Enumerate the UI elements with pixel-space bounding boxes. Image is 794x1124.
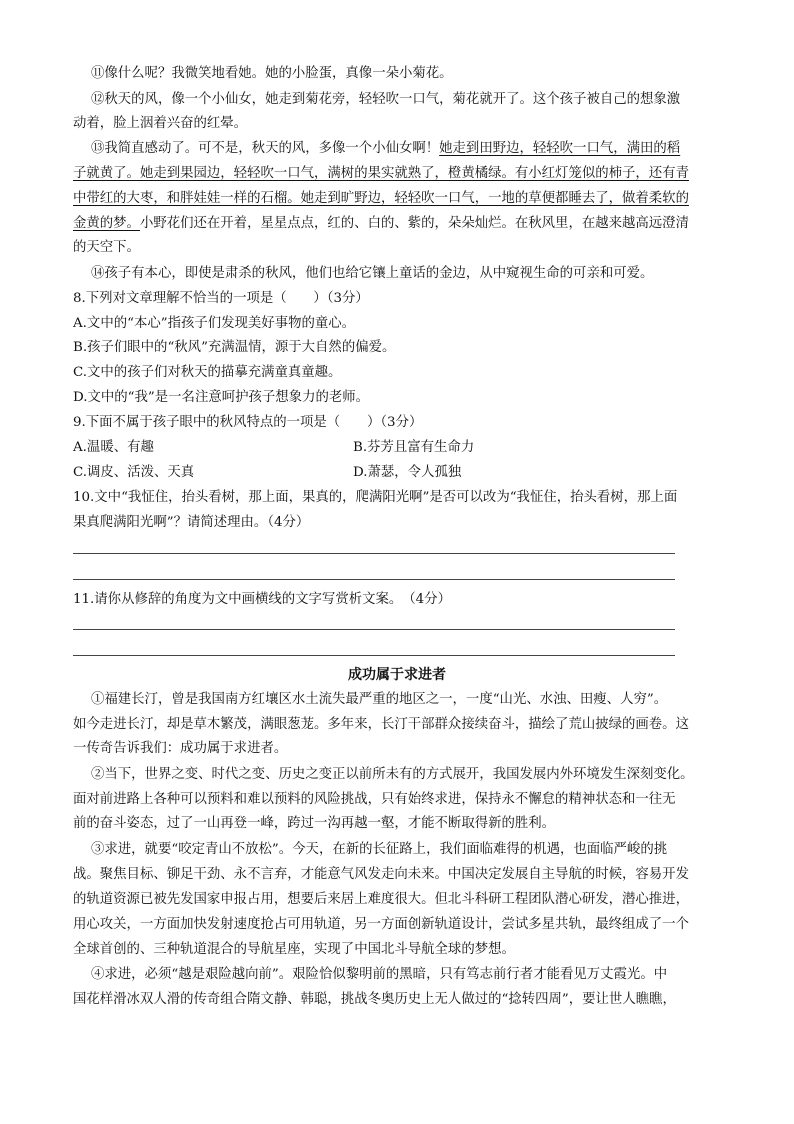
paragraph-12-line2: 动着，脸上洇着兴奋的红晕。 — [73, 116, 248, 131]
paragraph-13-text: ⑬我简直感动了。可不是，秋天的风，多像一个小仙女啊！ — [91, 141, 440, 156]
answer-line[interactable] — [73, 655, 675, 656]
question-8-option-b: B.孩子们眼中的“秋风”充满温情，源于大自然的偏爱。 — [73, 340, 396, 355]
passage2-p4-line1: ④求进，必须“越是艰险越向前”。艰险恰似黎明前的黑暗，只有笃志前行者才能看见万丈霞光。中 — [91, 967, 668, 982]
passage2-p3-line1: ③求进，就要“咬定青山不放松”。今天，在新的长征路上，我们面临难得的机遇，也面临严峻的挑 — [91, 842, 668, 857]
passage2-p4-line2: 国花样滑冰双人滑的传奇组合隋文静、韩聪，挑战冬奥历史上无人做过的“捻转四周”，要让世人瞧瞧， — [73, 992, 676, 1007]
paragraph-13-line2 — [73, 162, 723, 186]
passage2-p2-line3: 前的奋斗姿态，过了一山再登一峰，跨过一沟再越一壑，才能不断取得新的胜利。 — [73, 816, 556, 831]
answer-line[interactable] — [73, 579, 675, 580]
question-11-stem: 11.请你从修辞的角度为文中画横线的文字写赏析文案。 （4分） — [73, 592, 451, 607]
underlined-text: 金黄的梦。 — [73, 216, 140, 231]
passage2-p1-line1: ①福建长汀，曾是我国南方红壤区水土流失最严重的地区之一，一度“山光、水浊、田瘦、人穷”。 — [91, 692, 668, 707]
question-10-line2: 果真爬满阳光啊”？请简述理由。（4分） — [73, 515, 310, 530]
question-9-option-c: C.调皮、活泼、天真 — [73, 465, 195, 480]
paragraph-13-line3 — [73, 187, 723, 211]
passage2-p1-line3: 一传奇告诉我们：成功属于求进者。 — [73, 741, 288, 756]
paragraph-13-line4 — [73, 212, 723, 236]
passage2-p2-line1: ②当下，世界之变、时代之变、历史之变正以前所未有的方式展开，我国发展内外环境发生深刻变化。 — [91, 767, 694, 782]
question-10-line1: 10.文中“我怔住，抬头看树，那上面，果真的，爬满阳光啊”是否可以改为“我怔住，抬头看树，那上面 — [73, 490, 678, 505]
passage2-p3-line4: 用心攻关，一方面加快发射速度抢占可用轨道，另一方面创新轨道设计，尝试多星共轨，最终组成了一个 — [73, 917, 689, 932]
answer-line[interactable] — [73, 553, 675, 554]
underlined-text: 中带红的大枣，和胖娃娃一样的石榴。她走到旷野边，轻轻吹一口气，一地的草便都睡去了，做着柔软的 — [73, 191, 689, 206]
paragraph-13-line5: 的天空下。 — [73, 240, 140, 255]
paragraph-13-text: 小野花们还在开着，星星点点，红的、白的、紫的，朵朵灿烂。在秋风里，在越来越高远澄清 — [139, 216, 689, 231]
passage2-p3-line5: 全球首创的、三种轨道混合的导航星座，实现了中国北斗导航全球的梦想。 — [73, 942, 515, 957]
passage2-p3-line3: 的轨道资源已被先发国家申报占用，想要后来居上难度很大。但北斗科研工程团队潜心研发，潜心推进， — [73, 892, 689, 907]
paragraph-11: ⑪像什么呢？我微笑地看她。她的小脸蛋，真像一朵小菊花。 — [91, 66, 453, 81]
passage2-p2-line2: 面对前进路上各种可以预料和难以预料的风险挑战，只有始终求进，保持永不懈怠的精神状态和一往无 — [73, 792, 676, 807]
passage-title: 成功属于求进者 — [348, 667, 446, 683]
paragraph-12-line1: ⑫秋天的风，像一个小仙女，她走到菊花旁，轻轻吹一口气，菊花就开了。这个孩子被自己的想象激 — [91, 92, 681, 107]
passage2-p3-line2: 战。聚焦目标、铆足干劲、永不言弃，才能意气风发走向未来。中国决定发展自主导航的时候，容易开发 — [73, 867, 689, 882]
question-8-option-c: C.文中的孩子们对秋天的描摹充满童真童趣。 — [73, 365, 342, 380]
question-8-option-d: D.文中的“我”是一名注意呵护孩子想象力的老师。 — [73, 390, 370, 405]
question-9-option-b: B.芬芳且富有生命力 — [353, 440, 475, 455]
paragraph-14: ⑭孩子有本心，即使是肃杀的秋风，他们也给它镶上童话的金边，从中窥视生命的可亲和可爱。 — [91, 266, 654, 281]
paragraph-13-line1 — [91, 137, 723, 161]
question-8-option-a: A.文中的“本心”指孩子们发现美好事物的童心。 — [73, 316, 356, 331]
question-8-stem: 8.下列对文章理解不恰当的一项是（ ）（3分） — [73, 291, 369, 306]
underlined-text: 子就黄了。她走到果园边，轻轻吹一口气，满树的果实就熟了，橙黄橘绿。有小红灯笼似的柿子，还有青 — [73, 166, 689, 181]
passage2-p1-line2: 如今走进长汀，却是草木繁茂，满眼葱茏。多年来，长汀干部群众接续奋斗，描绘了荒山披绿的画卷。这 — [73, 717, 689, 732]
question-9-option-d: D.萧瑟，令人孤独 — [353, 465, 462, 480]
question-9-option-a: A.温暖、有趣 — [73, 440, 154, 455]
question-9-stem: 9.下面不属于孩子眼中的秋风特点的一项是（ ）（3分） — [73, 415, 423, 430]
underlined-text: 她走到田野边，轻轻吹一口气，满田的稻 — [439, 141, 681, 156]
answer-line[interactable] — [73, 629, 675, 630]
